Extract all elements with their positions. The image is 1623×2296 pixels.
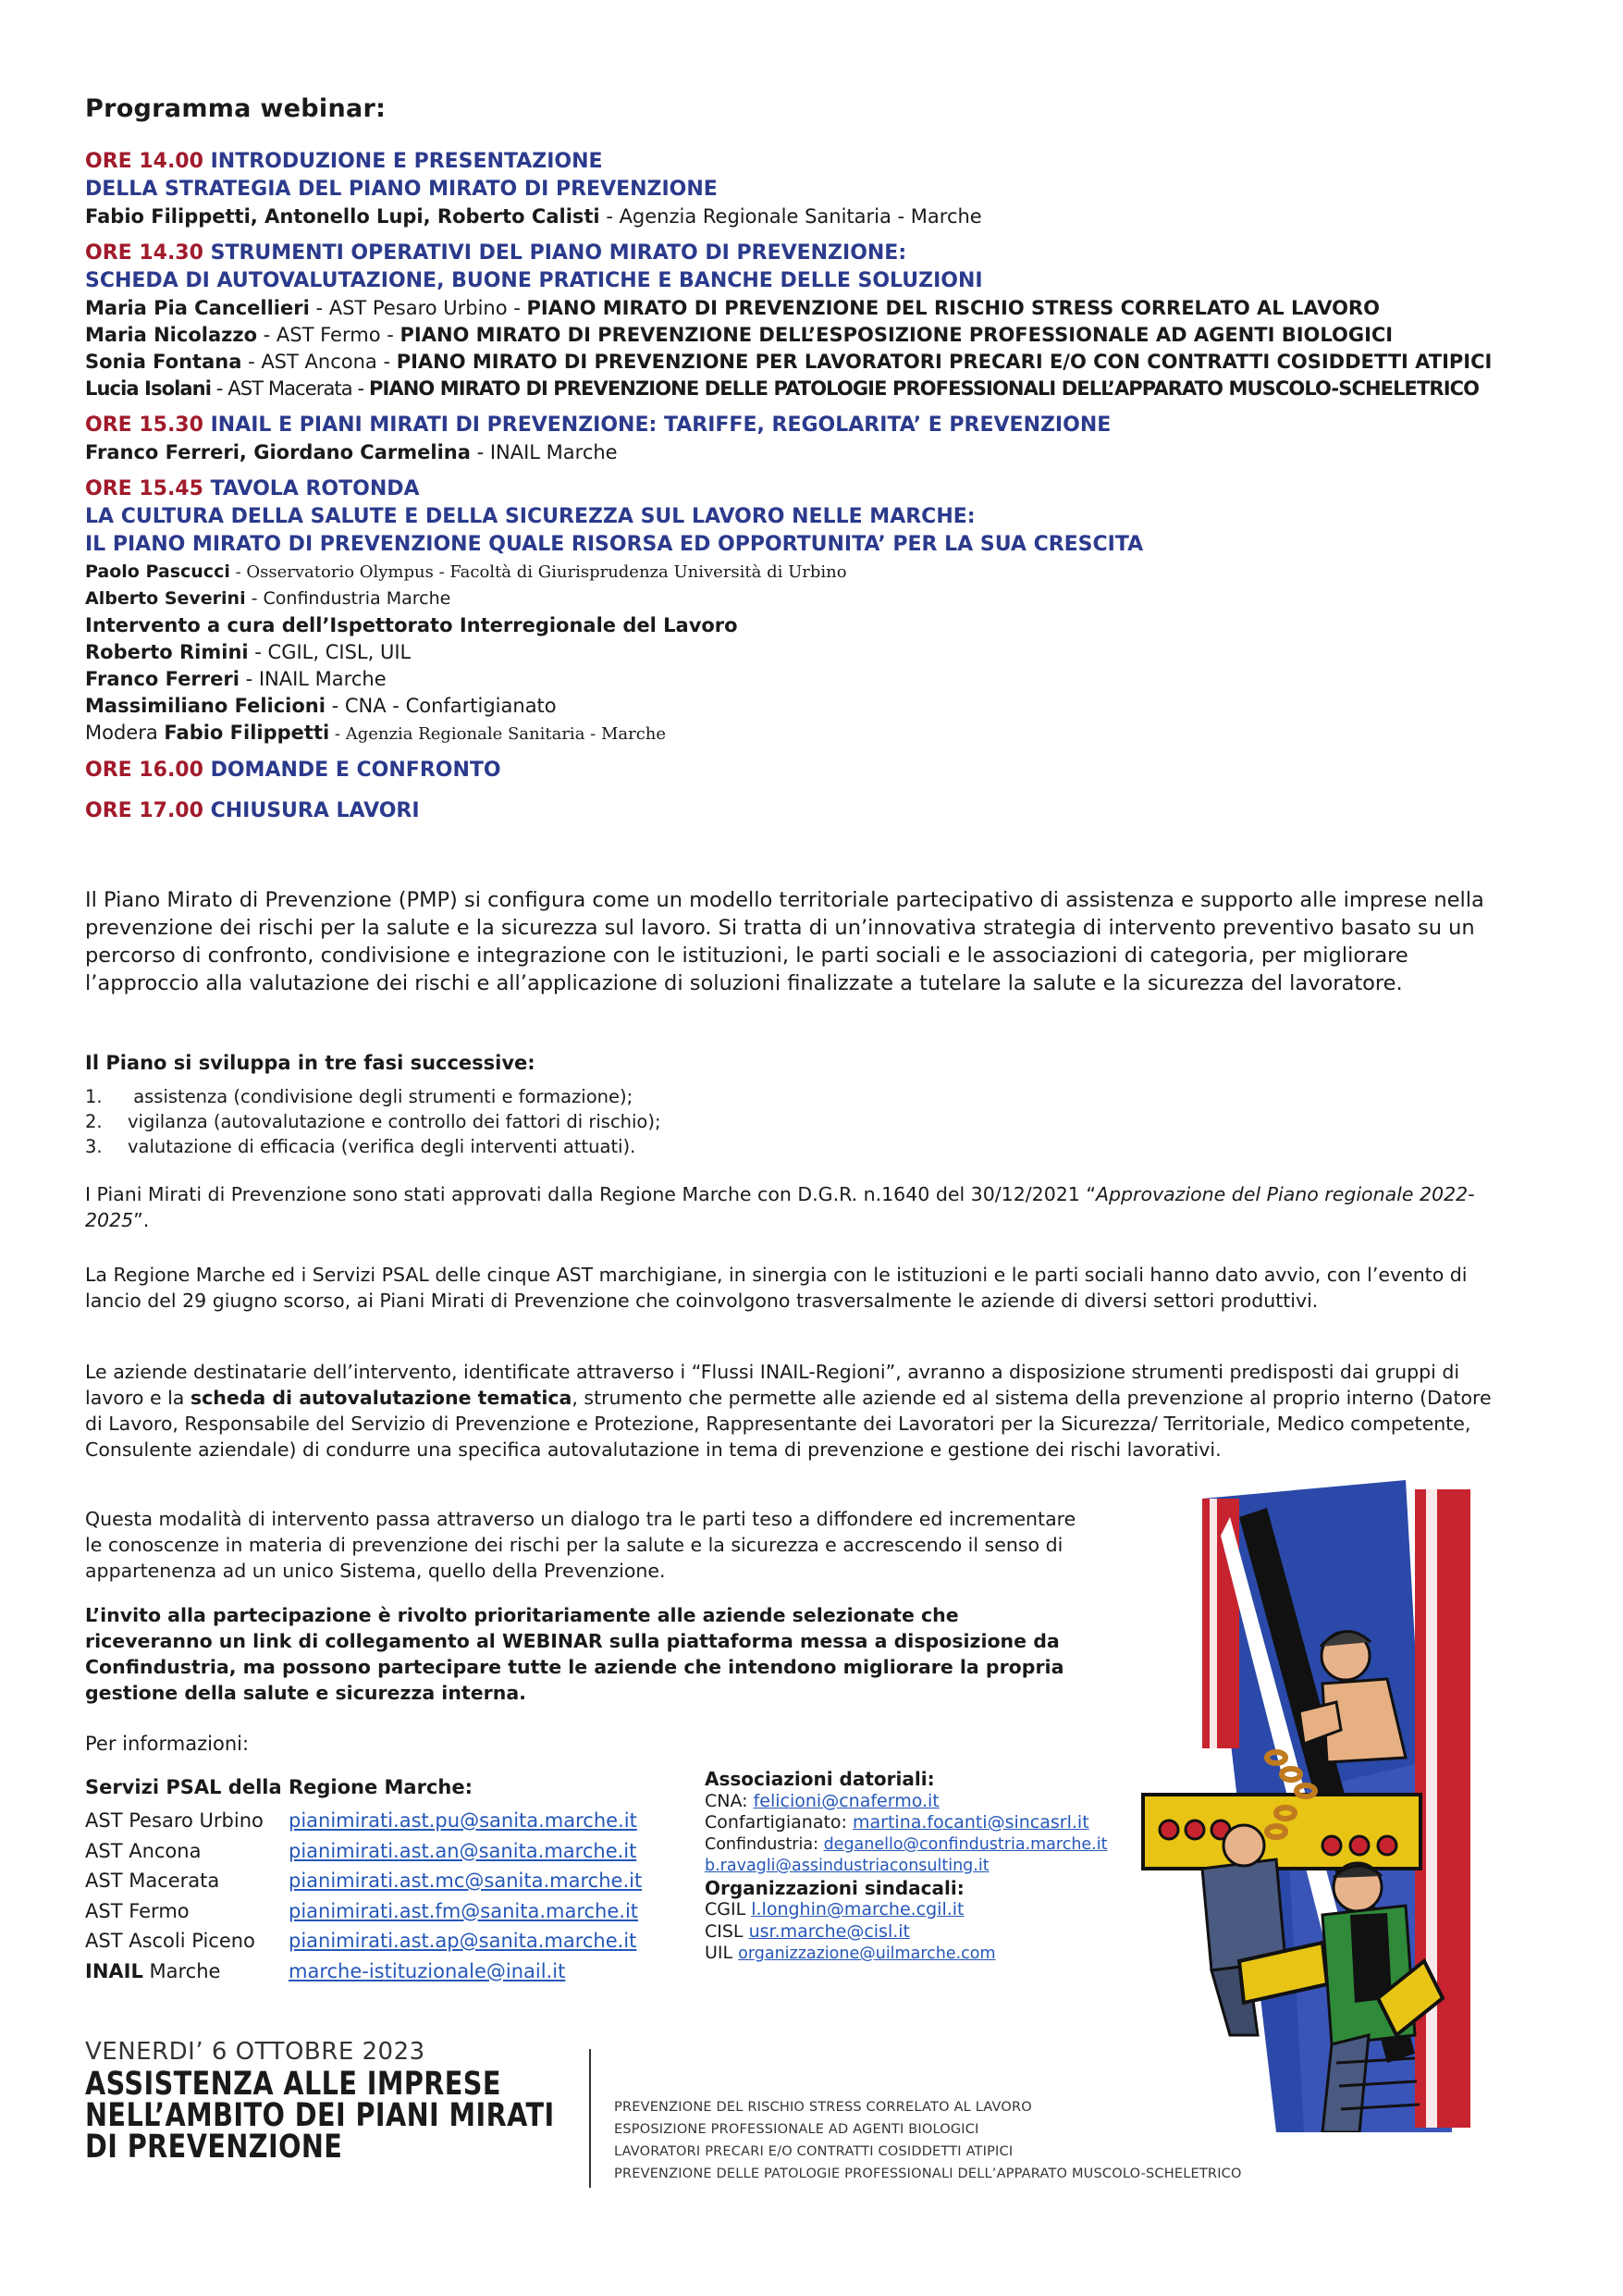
contact-row: Confartigianato: martina.focanti@sincasrl.it — [705, 1812, 1089, 1833]
speaker-affiliation: - INAIL Marche — [239, 668, 387, 690]
contact-label: INAIL Marche — [85, 1959, 221, 1982]
speaker-line — [85, 204, 1565, 230]
launch-paragraph: La Regione Marche ed i Servizi PSAL delle cinque AST marchigiane, in sinergia con le istituzioni e le parti sociali hanno dato avvio, con l’evento di lancio del 29 giugno scorso, ai Piani Mirati di Prevenzione che coinvolgono trasversalmente le aziende di diversi settori produttivi. — [85, 1264, 1468, 1312]
speaker-topic: PIANO MIRATO DI PREVENZIONE DEL RISCHIO STRESS CORRELATO AL LAVORO — [526, 297, 1380, 319]
contact-row — [85, 1896, 642, 1927]
info-label: Per informazioni: — [85, 1733, 250, 1755]
moderator-prefix: Modera — [85, 722, 165, 744]
speaker-line — [85, 666, 1565, 693]
speaker-name: Fabio Filippetti — [164, 722, 330, 744]
email-link[interactable]: pianimirati.ast.ap@sanita.marche.it — [289, 1930, 637, 1952]
contact-label: AST Macerata — [85, 1870, 220, 1892]
program-title: Programma webinar: — [85, 94, 387, 123]
phases-list — [85, 1084, 661, 1159]
email-link[interactable]: pianimirati.ast.pu@sanita.marche.it — [289, 1809, 637, 1832]
psal-contacts — [85, 1806, 642, 1986]
email-link[interactable]: marche-istituzionale@inail.it — [289, 1959, 566, 1982]
email-link[interactable]: organizzazione@uilmarche.com — [738, 1944, 996, 1963]
program-heading: ORE 15.30 INAIL E PIANI MIRATI DI PREVENZIONE: TARIFFE, REGOLARITA’ E PREVENZIONE — [85, 414, 1112, 437]
speaker-name: Massimiliano Felicioni — [85, 695, 326, 717]
associations-contacts — [705, 1769, 1107, 1966]
program-heading-line: DELLA STRATEGIA DEL PIANO MIRATO DI PREVENZIONE — [85, 178, 718, 201]
associations-heading: Associazioni datoriali: — [705, 1768, 935, 1790]
topic-line: ESPOSIZIONE PROFESSIONALE AD AGENTI BIOLOGICI — [614, 2122, 979, 2137]
contact-row: CISL usr.marche@cisl.it — [705, 1920, 911, 1942]
speaker-topic: PIANO MIRATO DI PREVENZIONE DELLE PATOLOGIE PROFESSIONALI DELL’APPARATO MUSCOLO-SCHELETRICO — [368, 377, 1480, 400]
construction-workers-painting-icon — [1137, 1480, 1554, 2132]
email-link[interactable]: pianimirati.ast.fm@sanita.marche.it — [289, 1899, 639, 1922]
list-item: 3. valutazione di efficacia (verifica degli interventi attuati). — [85, 1136, 636, 1157]
self-assessment-term: scheda di autovalutazione tematica — [190, 1387, 572, 1409]
email-link[interactable]: l.longhin@marche.cgil.it — [751, 1899, 965, 1920]
phases-heading: Il Piano si sviluppa in tre fasi successive: — [85, 1052, 535, 1074]
speaker-name: Alberto Severini — [85, 588, 246, 609]
speaker-name: Intervento a cura dell’Ispettorato Interregionale del Lavoro — [85, 614, 738, 636]
speaker-affiliation: - Agenzia Regionale Sanitaria - Marche — [329, 724, 667, 744]
companies-paragraph: Le aziende destinatarie dell’intervento, identificate attraverso i “Flussi INAIL-Regioni”, avranno a disposizione strumenti predisposti dai gruppi di lavoro e la scheda di autovalutazione tematica, strumento che permette alle aziende ed al sistema della prevenzione al proprio interno (Datore di Lavoro, Responsabile del Servizio di Prevenzione e Protezione, Rappresentante dei Lavoratori per la Sicurezza/ Territoriale, Medico competente, Consulente aziendale) di condurre una specifica autovalutazione in tema di prevenzione e gestione dei rischi lavorativi. — [85, 1361, 1492, 1461]
speaker-line — [85, 586, 1565, 612]
program-item-1400 — [85, 148, 1565, 230]
program-item-1530 — [85, 412, 1565, 466]
program-time: ORE 16.00 — [85, 759, 203, 782]
program-heading: ORE 15.45 TAVOLA ROTONDA — [85, 477, 420, 500]
speaker-name: Roberto Rimini — [85, 641, 249, 663]
contact-row — [85, 1957, 642, 1987]
speaker-line — [85, 639, 1565, 666]
speaker-affiliation: - AST Macerata - — [211, 377, 369, 400]
contact-row — [85, 1836, 642, 1867]
psal-heading: Servizi PSAL della Regione Marche: — [85, 1776, 473, 1798]
unions-heading: Organizzazioni sindacali: — [705, 1876, 965, 1899]
contact-row: CGIL l.longhin@marche.cgil.it — [705, 1899, 965, 1920]
email-link[interactable]: felicioni@cnafermo.it — [753, 1790, 940, 1811]
speaker-topic: PIANO MIRATO DI PREVENZIONE DELL’ESPOSIZIONE PROFESSIONALE AD AGENTI BIOLOGICI — [400, 324, 1394, 346]
contact-row — [705, 1856, 1107, 1878]
speaker-affiliation: - AST Fermo - — [257, 324, 400, 346]
contact-row: UIL organizzazione@uilmarche.com — [705, 1943, 996, 1963]
event-date: VENERDI’ 6 OTTOBRE 2023 — [85, 2038, 425, 2066]
list-item: 1. assistenza (condivisione degli strumenti e formazione); — [85, 1086, 633, 1107]
speaker-name: Maria Pia Cancellieri — [85, 297, 310, 319]
contact-row — [85, 1806, 642, 1836]
email-link[interactable]: pianimirati.ast.an@sanita.marche.it — [289, 1839, 637, 1862]
contact-row — [85, 1926, 642, 1957]
speaker-affiliation: - CNA - Confartigianato — [325, 695, 557, 717]
program-heading-line: LA CULTURA DELLA SALUTE E DELLA SICUREZZA SUL LAVORO NELLE MARCHE: — [85, 505, 976, 528]
program-heading: ORE 17.00 CHIUSURA LAVORI — [85, 799, 420, 822]
speaker-name: Lucia Isolani — [85, 377, 212, 400]
speaker-name: Paolo Pascucci — [85, 562, 230, 582]
program-item-1430 — [85, 240, 1565, 402]
program-time: ORE 14.00 — [85, 150, 203, 173]
speaker-affiliation: - AST Ancona - — [241, 351, 397, 373]
contact-row: CNA: felicioni@cnafermo.it — [705, 1790, 940, 1811]
email-link[interactable]: usr.marche@cisl.it — [748, 1920, 911, 1942]
program-heading: ORE 14.30 STRUMENTI OPERATIVI DEL PIANO MIRATO DI PREVENZIONE: — [85, 241, 907, 265]
email-link[interactable]: b.ravagli@assindustriaconsulting.it — [705, 1857, 990, 1875]
approval-paragraph: I Piani Mirati di Prevenzione sono stati approvati dalla Regione Marche con D.G.R. n.1640 del 30/12/2021 “Approvazione del Piano regionale 2022-2025”. — [85, 1183, 1475, 1231]
speaker-name: Franco Ferreri — [85, 668, 240, 690]
speaker-affiliation: - AST Pesaro Urbino - — [309, 297, 527, 319]
speaker-affiliation: - INAIL Marche — [470, 441, 618, 463]
program-heading: ORE 14.00 INTRODUZIONE E PRESENTAZIONE — [85, 150, 603, 173]
program-schedule — [85, 148, 1565, 834]
speaker-affiliation: - CGIL, CISL, UIL — [248, 641, 412, 663]
speaker-line — [85, 295, 1565, 322]
invitation-paragraph: L’invito alla partecipazione è rivolto prioritariamente alle aziende selezionate che riceveranno un link di collegamento al WEBINAR sulla piattaforma messa a disposizione da Confindustria, ma possono partecipare tutte le aziende che intendono migliorare la propria gestione della salute e sicurezza interna. — [85, 1604, 1064, 1704]
speaker-affiliation: - Osservatorio Olympus - Facoltà di Giurisprudenza Università di Urbino — [229, 562, 847, 582]
speaker-line — [85, 559, 1565, 586]
program-item-1700 — [85, 797, 1565, 825]
speaker-topic: PIANO MIRATO DI PREVENZIONE PER LAVORATORI PRECARI E/O CON CONTRATTI COSIDDETTI ATIPICI — [396, 351, 1493, 373]
contact-label: AST Pesaro Urbino — [85, 1809, 264, 1832]
speaker-affiliation: - Agenzia Regionale Sanitaria - Marche — [599, 205, 982, 228]
speaker-name: Sonia Fontana — [85, 351, 242, 373]
footer-divider — [589, 2049, 591, 2188]
speaker-line — [85, 349, 1565, 376]
email-link[interactable]: martina.focanti@sincasrl.it — [853, 1812, 1089, 1833]
speaker-affiliation: - Confindustria Marche — [245, 588, 451, 609]
speaker-name: Fabio Filippetti, Antonello Lupi, Roberto Calisti — [85, 205, 600, 228]
contact-row — [85, 1866, 642, 1896]
speaker-line — [85, 376, 1565, 402]
program-heading-line: SCHEDA DI AUTOVALUTAZIONE, BUONE PRATICHE E BANCHE DELLE SOLUZIONI — [85, 269, 983, 292]
event-title: ASSISTENZA ALLE IMPRESE NELL’AMBITO DEI PIANI MIRATI DI PREVENZIONE — [85, 2066, 555, 2166]
speaker-line — [85, 439, 1565, 466]
topic-line: PREVENZIONE DELLE PATOLOGIE PROFESSIONALI DELL’APPARATO MUSCOLO-SCHELETRICO — [614, 2166, 1242, 2181]
program-item-1545 — [85, 475, 1565, 747]
contact-label: AST Fermo — [85, 1899, 190, 1922]
topic-line: LAVORATORI PRECARI E/O CONTRATTI COSIDDETTI ATIPICI — [614, 2144, 1014, 2159]
program-time: ORE 17.00 — [85, 799, 203, 822]
footer-topics — [614, 2096, 1242, 2185]
speaker-line — [85, 693, 1565, 720]
program-time: ORE 15.45 — [85, 477, 203, 500]
topic-line: PREVENZIONE DEL RISCHIO STRESS CORRELATO AL LAVORO — [614, 2100, 1032, 2115]
contact-label: AST Ascoli Piceno — [85, 1930, 255, 1952]
list-item: 2. vigilanza (autovalutazione e controllo dei fattori di rischio); — [85, 1111, 661, 1132]
moderator-line — [85, 720, 1565, 747]
plan-title: Approvazione del Piano regionale 2022-2025 — [85, 1183, 1475, 1231]
program-item-1600 — [85, 757, 1565, 784]
email-link[interactable]: deganello@confindustria.marche.it — [823, 1834, 1108, 1854]
contact-label: AST Ancona — [85, 1839, 202, 1862]
email-link[interactable]: pianimirati.ast.mc@sanita.marche.it — [289, 1870, 643, 1892]
contact-row: Confindustria: deganello@confindustria.marche.it — [705, 1834, 1108, 1854]
speaker-line — [85, 612, 1565, 639]
speaker-name: Maria Nicolazzo — [85, 324, 257, 346]
program-heading-line: IL PIANO MIRATO DI PREVENZIONE QUALE RISORSA ED OPPORTUNITA’ PER LA SUA CRESCITA — [85, 533, 1144, 556]
program-time: ORE 14.30 — [85, 241, 203, 265]
speaker-line — [85, 322, 1565, 349]
dialogue-paragraph: Questa modalità di intervento passa attraverso un dialogo tra le parti teso a diffondere ed incrementare le conoscenze in materia di prevenzione dei rischi per la salute e la sicurezza e accrescendo il senso di appartenenza ad un unico Sistema, quello della Prevenzione. — [85, 1508, 1076, 1582]
intro-paragraph: Il Piano Mirato di Prevenzione (PMP) si configura come un modello territoriale partecipativo di assistenza e supporto alle imprese nella prevenzione dei rischi per la salute e la sicurezza sul lavoro. Si tratta di un’innovativa strategia di intervento preventivo basato su un percorso di confronto, condivisione e integrazione con le istituzioni, le parti sociali e le associazioni di categoria, per migliorare l’approccio alla valutazione dei rischi e all’applicazione di soluzioni finalizzate a tutelare la salute e la sicurezza del lavoratore. — [85, 888, 1484, 995]
speaker-name: Franco Ferreri, Giordano Carmelina — [85, 441, 471, 463]
program-time: ORE 15.30 — [85, 414, 203, 437]
program-heading: ORE 16.00 DOMANDE E CONFRONTO — [85, 759, 501, 782]
